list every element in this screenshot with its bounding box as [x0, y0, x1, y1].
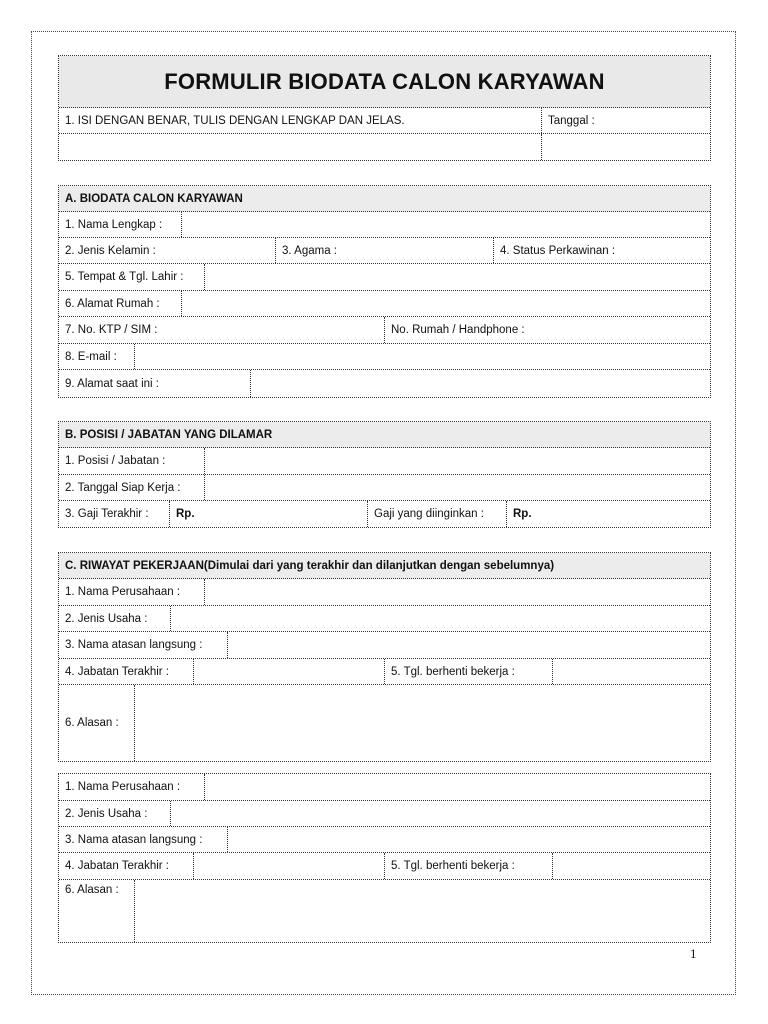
- row-nama-perusahaan: [59, 579, 710, 606]
- row-jabatan-terakhir: [59, 853, 710, 880]
- field-tgl-berhenti[interactable]: [553, 853, 710, 879]
- row-ktp: [59, 317, 710, 344]
- section-a-header: A. BIODATA CALON KARYAWAN: [65, 192, 243, 205]
- label-jabatan-terakhir: 4. Jabatan Terakhir :: [59, 659, 194, 684]
- row-nama-perusahaan: [59, 774, 710, 801]
- label-email: 8. E-mail :: [59, 344, 135, 369]
- section-b-header: B. POSISI / JABATAN YANG DILAMAR: [65, 428, 273, 441]
- section-b: [58, 421, 711, 528]
- section-c-header-note: (Dimulai dari yang terakhir dan dilanjutkan dengan sebelumnya): [203, 559, 555, 572]
- field-jenis-usaha[interactable]: [171, 801, 710, 826]
- field-nama-perusahaan[interactable]: [205, 579, 710, 605]
- row-alasan: [59, 685, 710, 761]
- field-email[interactable]: [135, 344, 710, 369]
- row-jenis-usaha: [59, 606, 710, 632]
- label-gaji-terakhir: 3. Gaji Terakhir :: [59, 501, 170, 527]
- section-a-header-row: [59, 186, 710, 212]
- row-alamat-saat-ini: [59, 370, 710, 397]
- label-nama-perusahaan: 1. Nama Perusahaan :: [59, 774, 205, 800]
- label-nama-perusahaan: 1. Nama Perusahaan :: [59, 579, 205, 605]
- section-c-header-row: [59, 553, 710, 579]
- form-title: FORMULIR BIODATA CALON KARYAWAN: [59, 56, 710, 108]
- label-nama-atasan: 3. Nama atasan langsung :: [59, 827, 228, 852]
- date-label: Tanggal :: [548, 114, 595, 127]
- row-alamat-rumah: [59, 291, 710, 317]
- field-nama-atasan[interactable]: [228, 632, 710, 658]
- field-agama[interactable]: 3. Agama :: [276, 238, 494, 263]
- row-nama-lengkap: [59, 212, 710, 238]
- label-jenis-usaha: 2. Jenis Usaha :: [59, 801, 171, 826]
- field-alasan[interactable]: [135, 685, 710, 761]
- section-c-header: [59, 553, 710, 578]
- field-jabatan-terakhir[interactable]: [194, 853, 385, 879]
- label-alasan: 6. Alasan :: [59, 685, 135, 761]
- field-no-ktp-sim[interactable]: 7. No. KTP / SIM :: [59, 317, 385, 343]
- row-posisi: [59, 448, 710, 475]
- row-jenis-usaha: [59, 801, 710, 827]
- section-b-header-row: [59, 422, 710, 448]
- field-tgl-berhenti[interactable]: [553, 659, 710, 684]
- section-a: [58, 185, 711, 398]
- field-jabatan-terakhir[interactable]: [194, 659, 385, 684]
- row-nama-atasan: [59, 827, 710, 853]
- field-alamat-rumah[interactable]: [182, 291, 710, 316]
- section-c-header-title: C. RIWAYAT PEKERJAAN: [65, 559, 204, 572]
- field-gaji-terakhir[interactable]: Rp.: [170, 501, 368, 527]
- field-tanggal-siap-kerja[interactable]: [205, 475, 710, 500]
- row-tanggal-siap-kerja: [59, 475, 710, 501]
- field-alamat-saat-ini[interactable]: [251, 370, 710, 397]
- row-gaji: [59, 501, 710, 527]
- label-tgl-berhenti: 5. Tgl. berhenti bekerja :: [385, 659, 553, 684]
- label-posisi: 1. Posisi / Jabatan :: [59, 448, 205, 474]
- instruction-row: [59, 108, 710, 134]
- blank-field[interactable]: [59, 134, 542, 160]
- section-c-entry-2: [58, 773, 711, 943]
- section-c-entry-1: [58, 552, 711, 762]
- field-nama-atasan[interactable]: [228, 827, 710, 852]
- row-jabatan-terakhir: [59, 659, 710, 685]
- field-no-rumah-hp[interactable]: No. Rumah / Handphone :: [391, 324, 525, 336]
- label-alasan: 6. Alasan :: [59, 880, 135, 942]
- field-jenis-kelamin[interactable]: 2. Jenis Kelamin :: [59, 238, 276, 263]
- field-nama-perusahaan[interactable]: [205, 774, 710, 800]
- row-email: [59, 344, 710, 370]
- row-jenis-kelamin: [59, 238, 710, 264]
- field-posisi[interactable]: [205, 448, 710, 474]
- label-tgl-berhenti: 5. Tgl. berhenti bekerja :: [385, 853, 553, 879]
- label-gaji-diinginkan: Gaji yang diinginkan :: [368, 501, 507, 527]
- label-alamat-rumah: 6. Alamat Rumah :: [59, 291, 182, 316]
- date-field[interactable]: [542, 134, 710, 160]
- date-input-row: [59, 134, 710, 160]
- label-jenis-usaha: 2. Jenis Usaha :: [59, 606, 171, 631]
- label-jabatan-terakhir: 4. Jabatan Terakhir :: [59, 853, 194, 879]
- label-alamat-saat-ini: 9. Alamat saat ini :: [59, 370, 251, 397]
- field-gaji-diinginkan[interactable]: Rp.: [513, 508, 532, 520]
- field-status-perkawinan[interactable]: 4. Status Perkawinan :: [500, 244, 616, 257]
- field-alasan[interactable]: [135, 880, 710, 942]
- page-number: 1: [690, 946, 697, 961]
- label-nama-lengkap: 1. Nama Lengkap :: [59, 212, 182, 237]
- field-nama-lengkap[interactable]: [182, 212, 710, 237]
- row-tempat-tgl-lahir: [59, 264, 710, 291]
- field-tempat-tgl-lahir[interactable]: [205, 264, 710, 290]
- title-block: [58, 55, 711, 161]
- label-nama-atasan: 3. Nama atasan langsung :: [59, 632, 228, 658]
- instruction-text: 1. ISI DENGAN BENAR, TULIS DENGAN LENGKAP DAN JELAS.: [59, 108, 542, 133]
- row-nama-atasan: [59, 632, 710, 659]
- label-tanggal-siap-kerja: 2. Tanggal Siap Kerja :: [59, 475, 205, 500]
- label-tempat-tgl-lahir: 5. Tempat & Tgl. Lahir :: [59, 264, 205, 290]
- field-jenis-usaha[interactable]: [171, 606, 710, 631]
- row-alasan: [59, 880, 710, 942]
